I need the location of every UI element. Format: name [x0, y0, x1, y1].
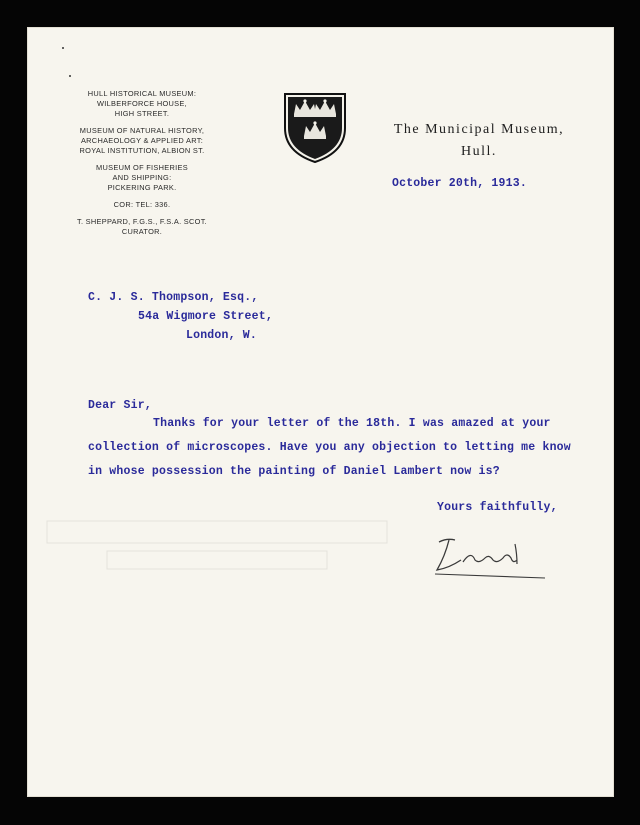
letterhead-line: PICKERING PARK. [107, 183, 177, 192]
body-line: in whose possession the painting of Daniel Lambert now is? [88, 465, 500, 478]
letterhead-line: ARCHAEOLOGY & APPLIED ART: [80, 136, 204, 145]
body-line: collection of microscopes. Have you any objection to letting me know [88, 441, 571, 454]
letterhead-line: AND SHIPPING: [112, 173, 172, 182]
phone-number: COR: TEL: 336. [113, 200, 171, 209]
letterhead-left-block [67, 89, 217, 244]
phone-block [67, 200, 217, 210]
recipient-street: 54a Wigmore Street, [138, 310, 273, 323]
paper-mark [62, 47, 64, 49]
curator-title: CURATOR. [121, 227, 163, 236]
letterhead-line: WILBERFORCE HOUSE, [97, 99, 187, 108]
museum-block-natural-history [67, 126, 217, 156]
letterhead-line: HIGH STREET. [114, 109, 170, 118]
institution-line: The Municipal Museum, [393, 122, 565, 137]
recipient-name: C. J. S. Thompson, Esq., [88, 291, 259, 304]
museum-block-historical [67, 89, 217, 119]
letterhead-line: HULL HISTORICAL MUSEUM: [87, 89, 197, 98]
museum-block-fisheries [67, 163, 217, 193]
salutation: Dear Sir, [88, 399, 152, 412]
watermark [27, 513, 407, 583]
letter-page [27, 27, 614, 797]
body-line: Thanks for your letter of the 18th. I was amazed at your [153, 417, 551, 430]
signature [427, 530, 552, 585]
institution-name [379, 119, 579, 163]
curator-block [67, 217, 217, 237]
closing: Yours faithfully, [437, 501, 558, 514]
letterhead-line: MUSEUM OF FISHERIES [96, 163, 188, 172]
three-crowns-shield-icon [283, 92, 347, 164]
paper-mark [69, 75, 71, 77]
letterhead-line: ROYAL INSTITUTION, ALBION ST. [79, 146, 205, 155]
curator-name: T. SHEPPARD, F.G.S., F.S.A. SCOT. [76, 217, 208, 226]
letterhead-line: MUSEUM OF NATURAL HISTORY, [79, 126, 205, 135]
letter-date: October 20th, 1913. [392, 177, 527, 190]
institution-city: Hull. [461, 144, 497, 159]
recipient-city: London, W. [186, 329, 258, 342]
